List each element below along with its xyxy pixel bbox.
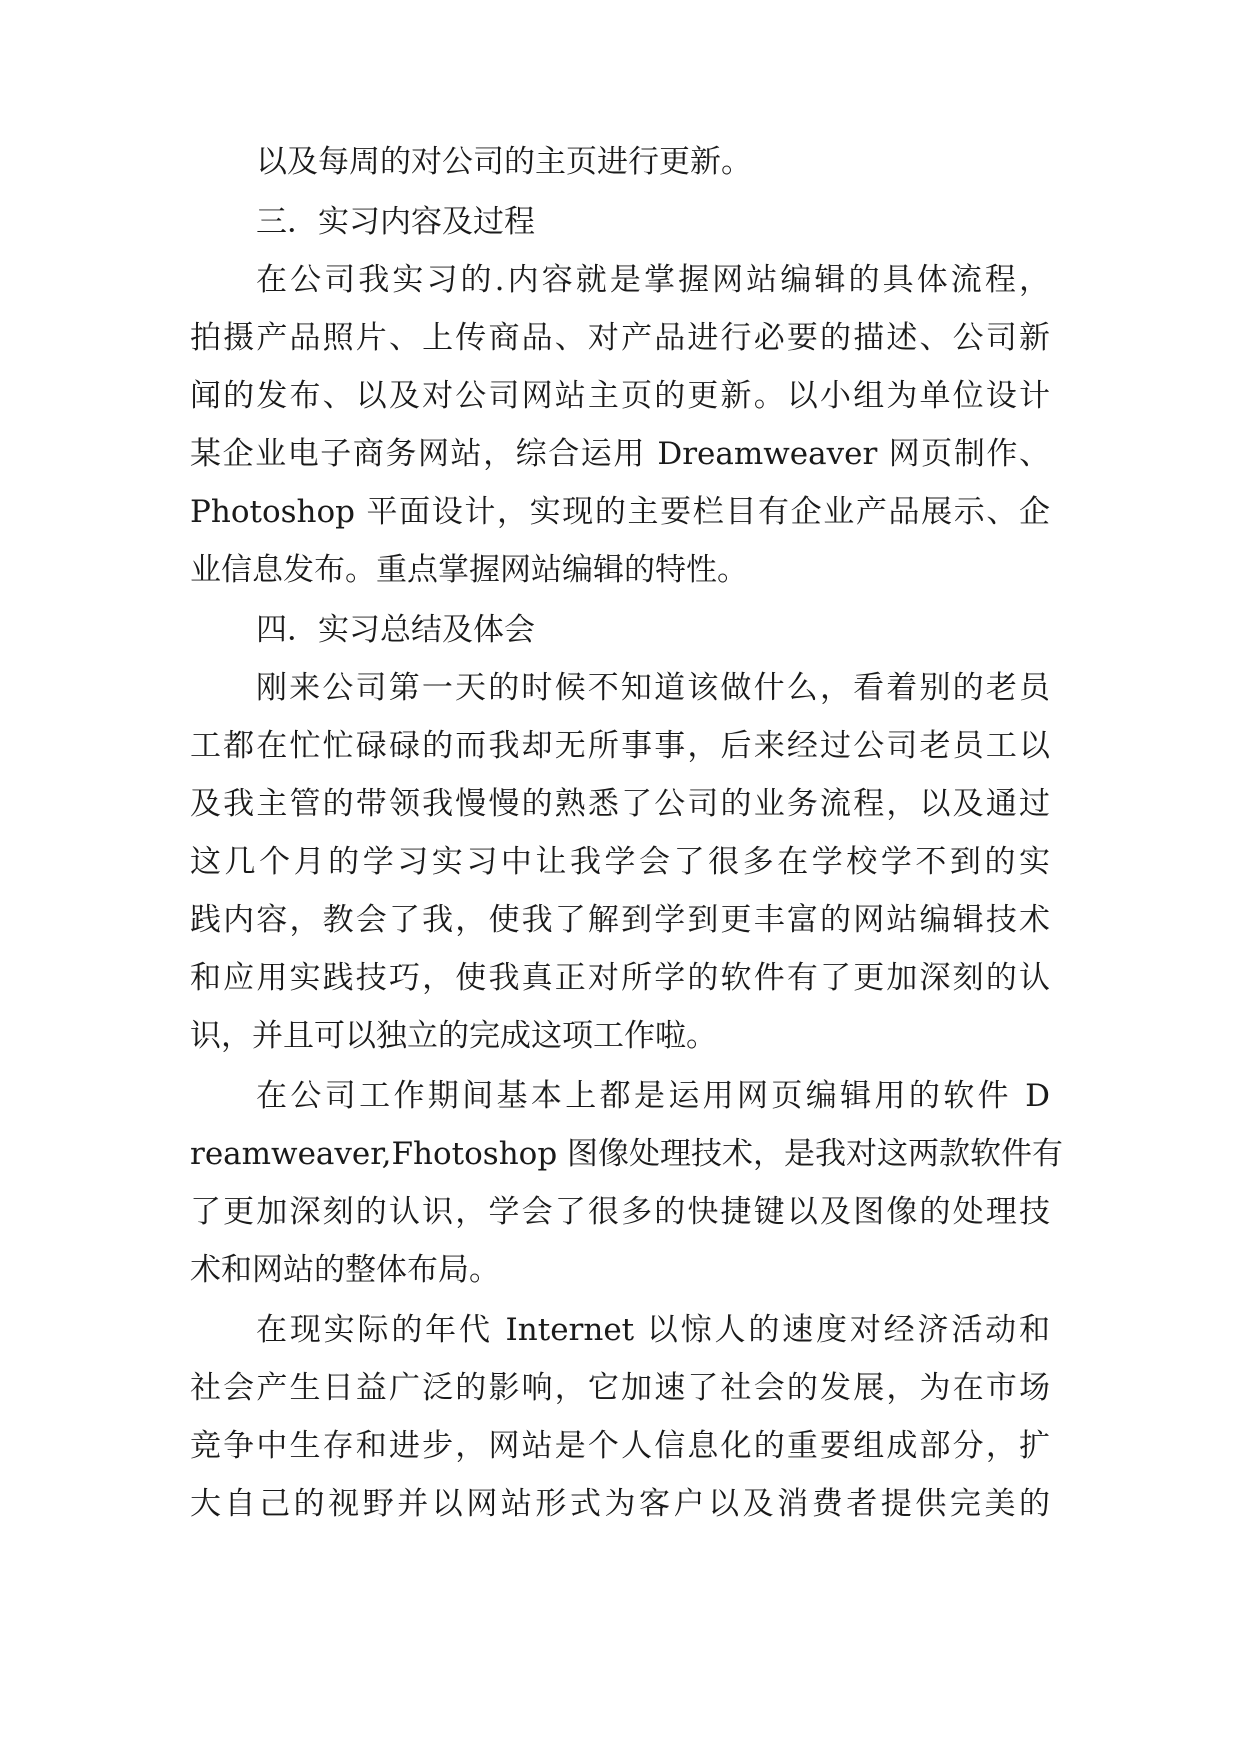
text-line: 践内容，教会了我，使我了解到学到更丰富的网站编辑技术: [190, 902, 1050, 938]
text-line: 竞争中生存和进步，网站是个人信息化的重要组成部分，扩: [190, 1428, 1050, 1464]
text-line: 在现实际的年代 Internet 以惊人的速度对经济活动和: [256, 1312, 1050, 1348]
section-heading: 三．实习内容及过程: [256, 204, 535, 240]
text-line: 这几个月的学习实习中让我学会了很多在学校学不到的实: [190, 844, 1050, 880]
text-line: 刚来公司第一天的时候不知道该做什么，看着别的老员: [256, 670, 1050, 706]
text-line: 大自己的视野并以网站形式为客户以及消费者提供完美的: [190, 1486, 1050, 1522]
text-line: 及我主管的带领我慢慢的熟悉了公司的业务流程，以及通过: [190, 786, 1050, 822]
text-line: reamweaver,Fhotoshop 图像处理技术，是我对这两款软件有: [190, 1136, 1064, 1172]
text-line: 了更加深刻的认识，学会了很多的快捷键以及图像的处理技: [190, 1194, 1050, 1230]
text-line: 在公司我实习的.内容就是掌握网站编辑的具体流程，: [256, 262, 1050, 298]
text-line: 闻的发布、以及对公司网站主页的更新。以小组为单位设计: [190, 378, 1050, 414]
text-line: 在公司工作期间基本上都是运用网页编辑用的软件 D: [256, 1078, 1050, 1114]
text-line: Photoshop 平面设计，实现的主要栏目有企业产品展示、企: [190, 494, 1050, 530]
text-line: 拍摄产品照片、上传商品、对产品进行必要的描述、公司新: [190, 320, 1050, 356]
text-line: 工都在忙忙碌碌的而我却无所事事，后来经过公司老员工以: [190, 728, 1050, 764]
text-line: 以及每周的对公司的主页进行更新。: [256, 144, 752, 180]
text-line: 术和网站的整体布局。: [190, 1252, 500, 1288]
text-line: 社会产生日益广泛的影响，它加速了社会的发展，为在市场: [190, 1370, 1050, 1406]
text-line: 和应用实践技巧，使我真正对所学的软件有了更加深刻的认: [190, 960, 1050, 996]
text-line: 某企业电子商务网站，综合运用 Dreamweaver 网页制作、: [190, 436, 1050, 472]
text-line: 识，并且可以独立的完成这项工作啦。: [190, 1018, 717, 1054]
section-heading: 四．实习总结及体会: [256, 612, 535, 648]
text-line: 业信息发布。重点掌握网站编辑的特性。: [190, 552, 748, 588]
